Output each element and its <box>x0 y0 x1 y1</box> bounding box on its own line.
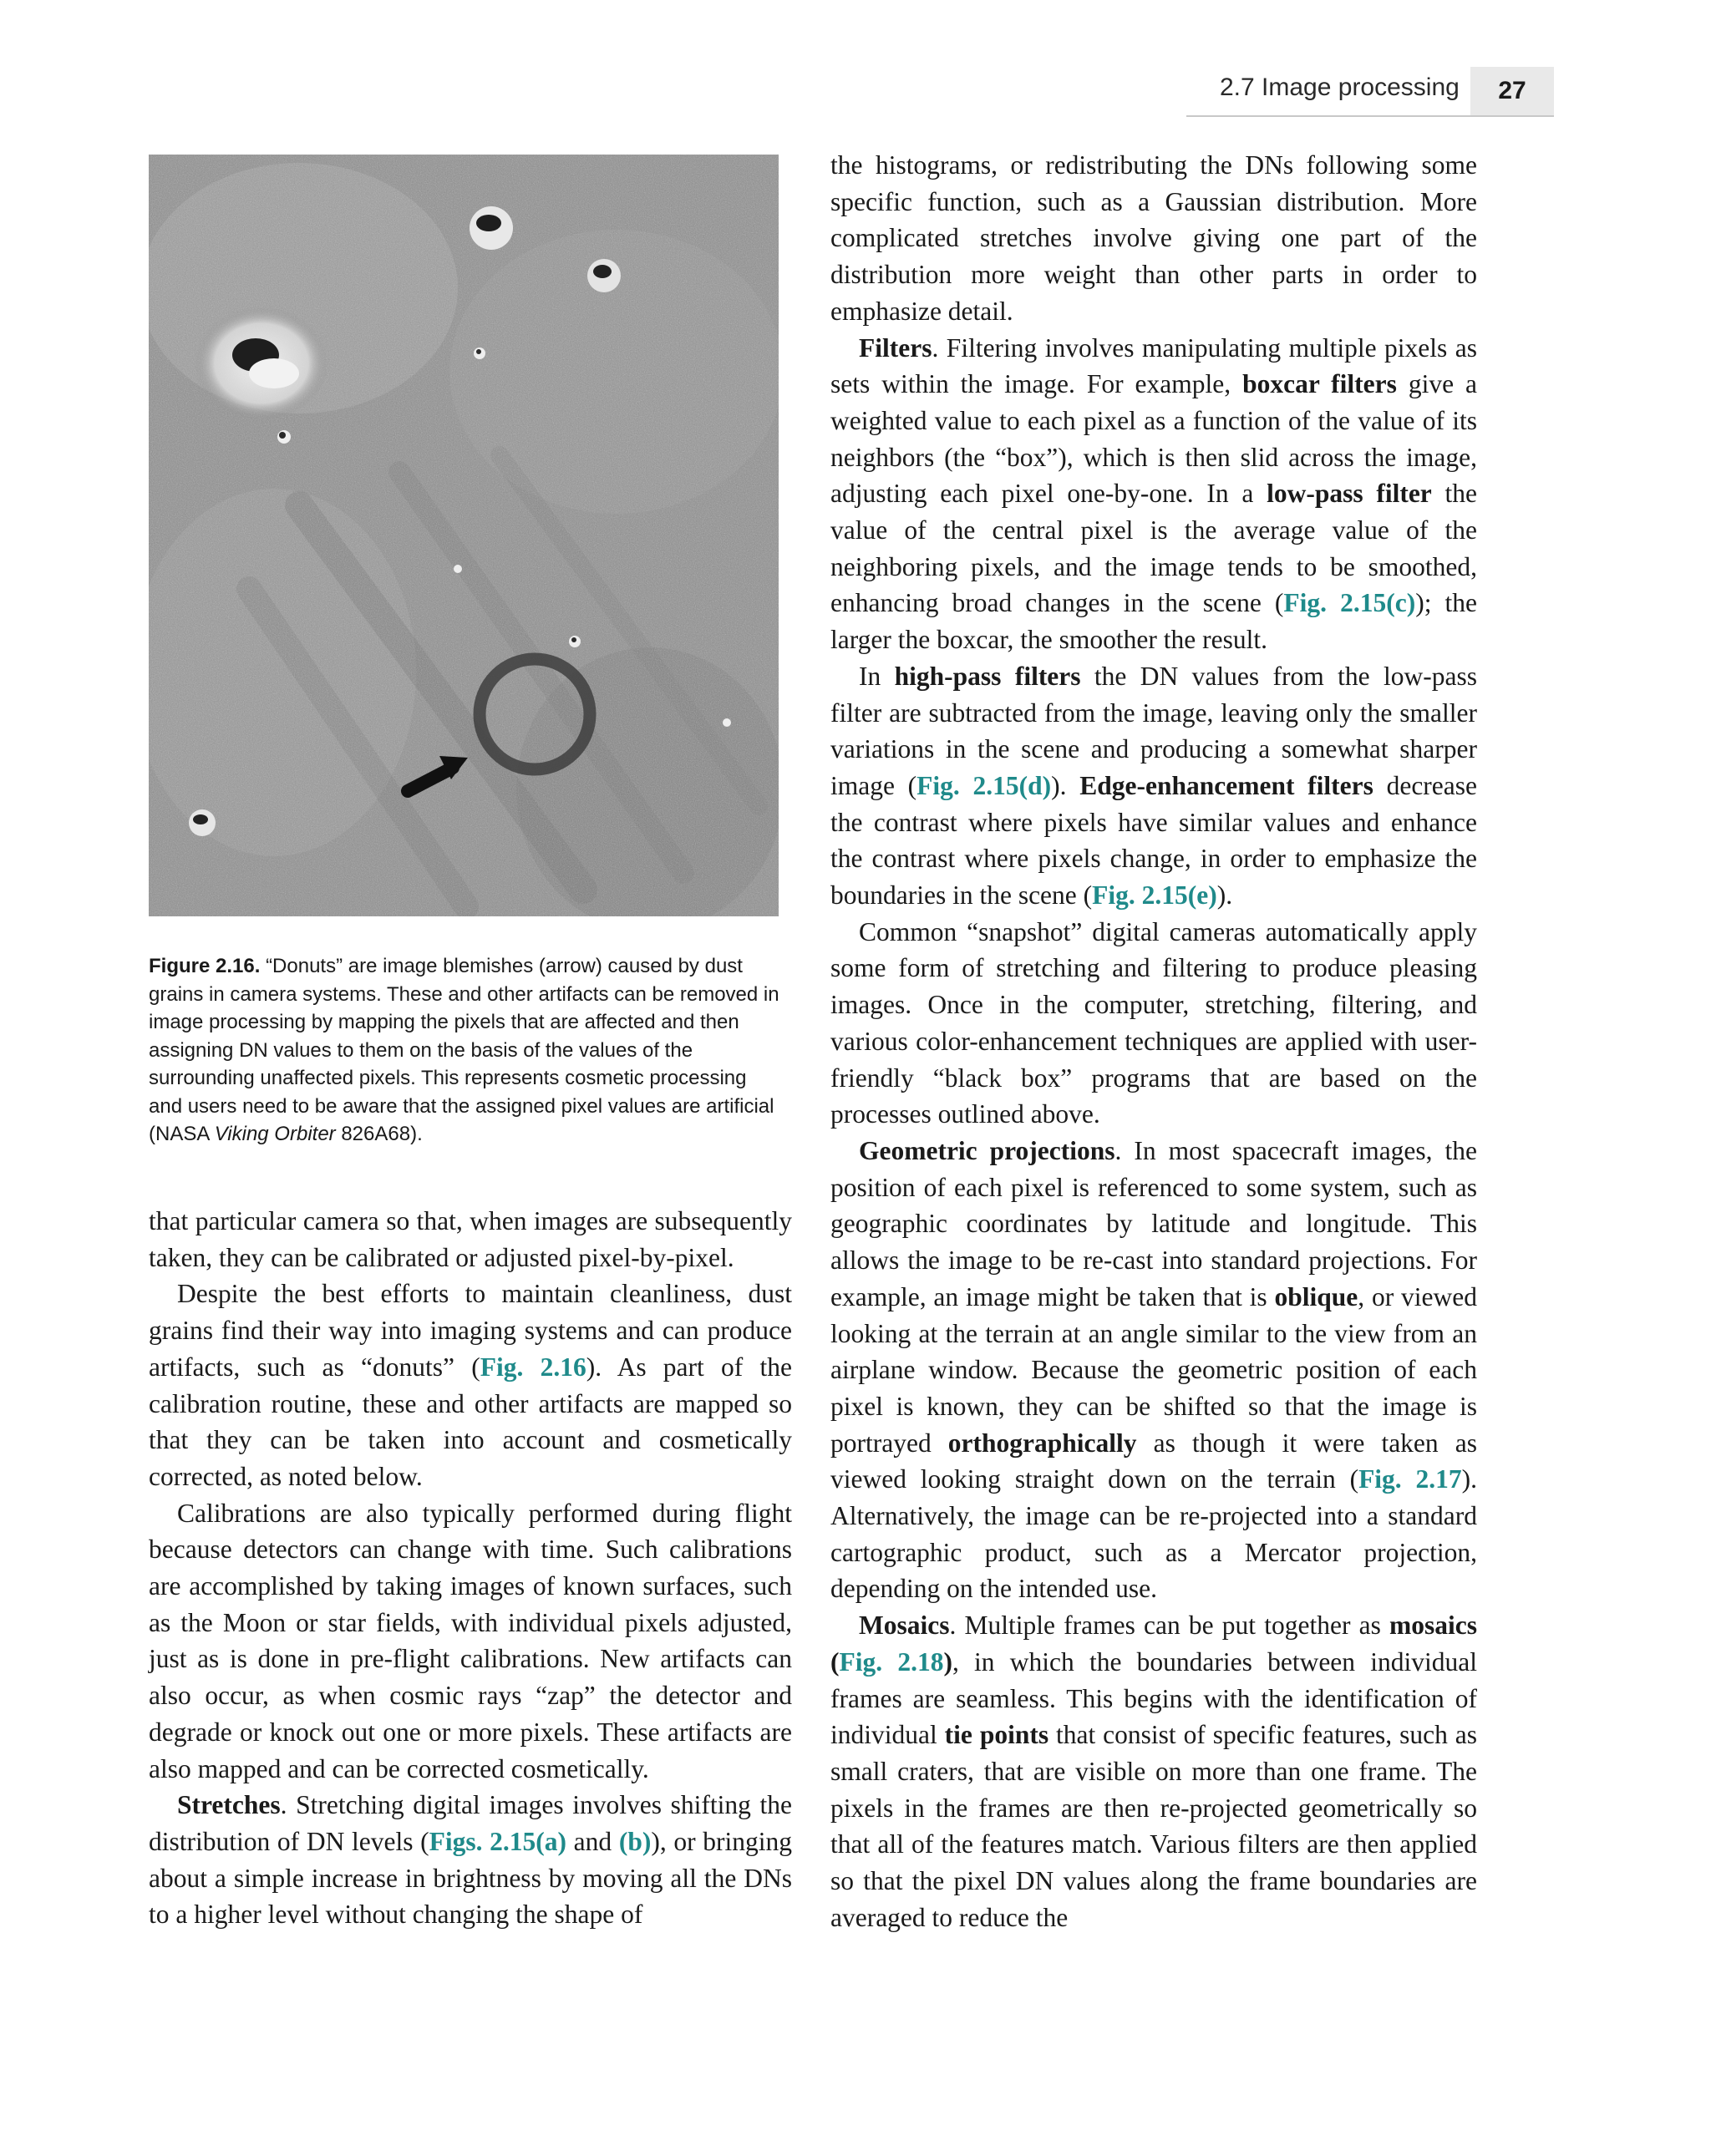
paragraph: the histograms, or redistributing the DNs following some specific function, such as a Gaussian distribution. More complicated stretches involve giving one part of the distribution more weight than other parts in order to emphasize detail. <box>830 150 1477 326</box>
paragraph: In high-pass filters the DN values from the low-pass filter are subtracted from the image, leaving only the smaller variations in the scene and producing a somewhat sharper image (Fig. 2.15(d)). Edge-enhancement filters decrease the contrast where pixels have similar values and enhance the contrast where pixels change, in order to emphasize the boundaries in the scene (Fig. 2.15(e)). <box>830 661 1477 911</box>
left-column <box>149 1203 792 1933</box>
caption-italic: Viking Orbiter <box>214 1123 336 1145</box>
key-term: Stretches <box>177 1790 281 1820</box>
figure-image <box>149 155 779 916</box>
right-column <box>830 147 1477 1935</box>
key-term: Filters <box>859 332 932 363</box>
key-term: Geometric projections <box>859 1135 1115 1165</box>
paragraph: Geometric projections. In most spacecraft images, the position of each pixel is referenced to some system, such as geographic coordinates by latitude and longitude. This allows the image to be re-cast into standard projections. For example, an image might be taken that is oblique, or viewed looking at the terrain at an angle similar to the view from an airplane window. Because the geometric position of each pixel is known, they can be shifted so that the image is portrayed orthographically as though it were taken as viewed looking straight down on the terrain (Fig. 2.17). Alternatively, the image can be re-projected into a standard cartographic product, such as a Mercator projection, depending on the intended use. <box>830 1135 1478 1604</box>
key-term: Mosaics <box>859 1611 950 1641</box>
paragraph: Mosaics. Multiple frames can be put together as mosaics (Fig. 2.18), in which the boundaries between individual frames are seamless. This begins with the identification of individual tie points that consist of specific features, such as small craters, that are visible on more than one frame. The pixels in the frames are then re-projected geometrically so that all of the features match. Various filters are then applied so that the pixel DN values along the frame boundaries are averaged to reduce the <box>830 1611 1477 1932</box>
figure-caption <box>149 952 784 1149</box>
figure-reference-link[interactable]: Fig. 2.17 <box>1358 1464 1462 1494</box>
running-header <box>1186 67 1554 117</box>
key-term: ) <box>943 1646 952 1677</box>
figure-reference-link[interactable]: Fig. 2.16 <box>480 1352 586 1382</box>
page-number: 27 <box>1470 67 1554 115</box>
section-title: 2.7 Image processing <box>1220 74 1460 101</box>
crater-small <box>189 809 216 836</box>
caption-text: “Donuts” are image blemishes (arrow) caused by dust grains in camera systems. These and other artifacts can be removed in image processing by mapping the pixels that are affected and then assigning DN values to them on the basis of the values of the surrounding unaffected pixels. This represents cosmetic processing and users need to be aware that the assigned pixel values are artificial (NASA <box>149 955 779 1145</box>
key-term: low-pass filter <box>1267 479 1432 509</box>
key-term: oblique <box>1274 1281 1358 1311</box>
crater-small <box>470 206 513 250</box>
figure-reference-link[interactable]: Figs. 2.15(a) <box>429 1826 567 1856</box>
crater-small <box>569 636 581 647</box>
figure-reference-link[interactable]: Fig. 2.15(e) <box>1092 880 1217 911</box>
key-term: Edge-enhancement filters <box>1079 770 1373 800</box>
figure-reference-link[interactable]: (b) <box>618 1826 652 1856</box>
figure-reference-link[interactable]: Fig. 2.18 <box>839 1646 944 1677</box>
crater-small <box>454 565 462 573</box>
paragraph: Stretches. Stretching digital images involves shifting the distribution of DN levels (Figs. 2.15(a) and (b)), or bringing about a simple increase in brightness by moving all the DNs to a higher level without changing the shape of <box>149 1790 792 1930</box>
paragraph: that particular camera so that, when images are subsequently taken, they can be calibrated or adjusted pixel-by-pixel. <box>149 1206 792 1272</box>
paragraph: Common “snapshot” digital cameras automatically apply some form of stretching and filtering to produce pleasing images. Once in the computer, stretching, filtering, and various color-enhancement techniques are applied with user-friendly “black box” programs that are based on the processes outlined above. <box>830 916 1477 1129</box>
crater-small <box>723 718 731 727</box>
key-term: mosaics ( <box>830 1611 1477 1677</box>
key-term: boxcar filters <box>1242 369 1397 399</box>
key-term: tie points <box>944 1720 1049 1750</box>
paragraph: Despite the best efforts to maintain cleanliness, dust grains find their way into imaging systems and can produce artifacts, such as “donuts” (Fig. 2.16). As part of the calibration routine, these and other artifacts are mapped so that they can be taken into account and cosmetically corrected, as noted below. <box>149 1279 792 1491</box>
crater-small <box>587 259 621 292</box>
key-term: orthographically <box>947 1428 1137 1458</box>
figure-label: Figure 2.16. <box>149 955 261 977</box>
crater-large <box>195 307 328 420</box>
key-term: high-pass filters <box>894 661 1081 691</box>
paragraph: Filters. Filtering involves manipulating multiple pixels as sets within the image. For example, boxcar filters give a weighted value to each pixel as a function of the value of its neighbors (the “box”), which is then slid across the image, adjusting each pixel one-by-one. In a low-pass filter the value of the central pixel is the average value of the neighboring pixels, and the image tends to be smoothed, enhancing broad changes in the scene (Fig. 2.15(c)); the larger the boxcar, the smoother the result. <box>830 332 1477 655</box>
figure-reference-link[interactable]: Fig. 2.15(c) <box>1283 588 1416 618</box>
crater-small <box>474 347 485 359</box>
caption-text-end: 826A68). <box>335 1123 423 1145</box>
crater-small <box>277 430 291 444</box>
figure-reference-link[interactable]: Fig. 2.15(d) <box>916 770 1052 800</box>
paragraph: Calibrations are also typically performed during flight because detectors can change with time. Such calibrations are accomplished by taking images of known surfaces, such as the Moon or star fields, with individual pixels adjusted, just as is done in pre-flight calibrations. New artifacts can also occur, as when cosmic rays “zap” the detector and degrade or knock out one or more pixels. These artifacts are also mapped and can be corrected cosmetically. <box>149 1498 792 1783</box>
